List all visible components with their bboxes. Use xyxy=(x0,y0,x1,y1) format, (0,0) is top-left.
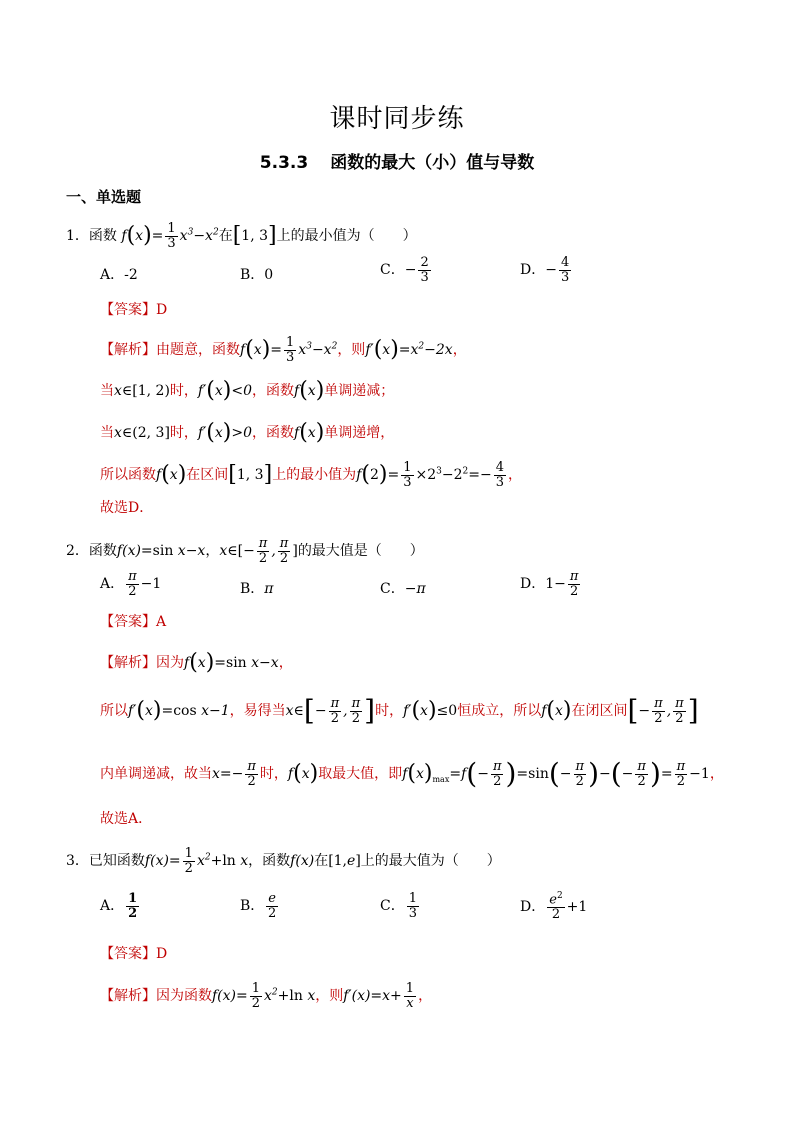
question-2-option-a[interactable]: A． $\frac{\pi}{2}$ −1 xyxy=(100,569,162,599)
question-3-option-d[interactable]: D． $\frac{e^2}{2}$ +1 xyxy=(520,891,588,922)
question-2-option-c[interactable]: C．−π xyxy=(380,581,426,597)
question-3-option-c[interactable]: C． $\frac{1}{3}$ xyxy=(380,891,417,921)
question-1-analysis-line-3: 当x∈(2, 3]时，f′(x)>0，函数f(x)单调递增， xyxy=(100,420,395,445)
question-1-option-a[interactable]: A．-2 xyxy=(100,267,138,283)
question-1-answer: 【答案】D xyxy=(100,302,168,318)
section-name: 函数的最大（小）值与导数 xyxy=(330,153,535,173)
question-2-analysis-line-2: 所以f′(x)=cos x−1，易得当x∈[− $\frac{\pi}{2}$ , $\frac{\pi}{2}$ ]时，f′(x)≤0恒成立，所以f(x)在闭区间[− $\frac{\pi}{2}$ , $\frac{\pi}{2}$ ] xyxy=(100,694,699,728)
question-1-analysis-line-1: 【解析】由题意，函数f(x)= $\frac{1}{3}$ $x^3-x^2$，则$f'(x)=x^2-2x$， xyxy=(100,335,467,365)
question-2-analysis-line-3: 内单调递减，故当x=− $\frac{\pi}{2}$ 时，f(x)取最大值，即$f(x)_{max}=f(-$ $\frac{\pi}{2}$ )=sin(− $\frac{\pi}{2}$ )−(− $\frac{\pi}{2}$ )= $\frac{\pi}{2}$ −1， xyxy=(100,757,724,791)
question-2-answer: 【答案】A xyxy=(100,614,167,630)
formula: f(x)= $\frac{1}{3}$ $x^3-x^2$ xyxy=(121,221,219,251)
question-1-analysis-line-2: 当x∈[1, 2)时，f′(x)<0，函数f(x)单调递减； xyxy=(100,378,395,403)
question-1-stem: 1．函数 f(x)= $\frac{1}{3}$ $x^3-x^2$在[1, 3]上的最小值为（ ） xyxy=(66,221,417,251)
question-3-analysis-line-1: 【解析】因为函数f(x)= $\frac{1}{2}$ $x^2+\ln$ x，则f′(x)=x+ $\frac{1}{x}$ ， xyxy=(100,981,433,1011)
question-1-option-b[interactable]: B．0 xyxy=(240,267,274,283)
question-2-option-b[interactable]: B．π xyxy=(240,581,274,597)
question-2-conclusion: 故选A． xyxy=(100,811,153,827)
question-3-answer: 【答案】D xyxy=(100,946,168,962)
question-1-option-d[interactable]: D．− $\frac{4}{3}$ xyxy=(520,255,570,285)
question-3-option-a[interactable]: A． $\frac{1}{2}$ xyxy=(100,891,138,921)
part-heading: 一、单选题 xyxy=(66,188,142,206)
section-title xyxy=(0,148,794,173)
question-1-analysis-line-4: 所以函数f(x)在区间[1, 3]上的最小值为f(2)= $\frac{1}{3}$ $\times 2^3-2^2=-$ $\frac{4}{3}$ ， xyxy=(100,460,522,490)
question-2-stem: 2．函数f(x)=sin x−x，x∈[− $\frac{\pi}{2}$ , $\frac{\pi}{2}$ ]的最大值是（ ） xyxy=(66,536,424,566)
question-2-option-d[interactable]: D．1− $\frac{\pi}{2}$ xyxy=(520,569,579,599)
question-3-stem: 3．已知函数f(x)= $\frac{1}{2}$ $x^2+\ln$ x，函数f(x)在[1,e]上的最大值为（ ） xyxy=(66,846,501,876)
page-title: 课时同步练 xyxy=(329,104,465,134)
section-number: 5.3.3 xyxy=(259,153,309,173)
question-2-analysis-line-1: 【解析】因为f(x)=sin x−x， xyxy=(100,650,293,675)
question-1-conclusion: 故选D． xyxy=(100,500,154,516)
question-1-option-c[interactable]: C．− $\frac{2}{3}$ xyxy=(380,255,429,285)
question-3-option-b[interactable]: B． $\frac{e}{2}$ xyxy=(240,891,277,921)
